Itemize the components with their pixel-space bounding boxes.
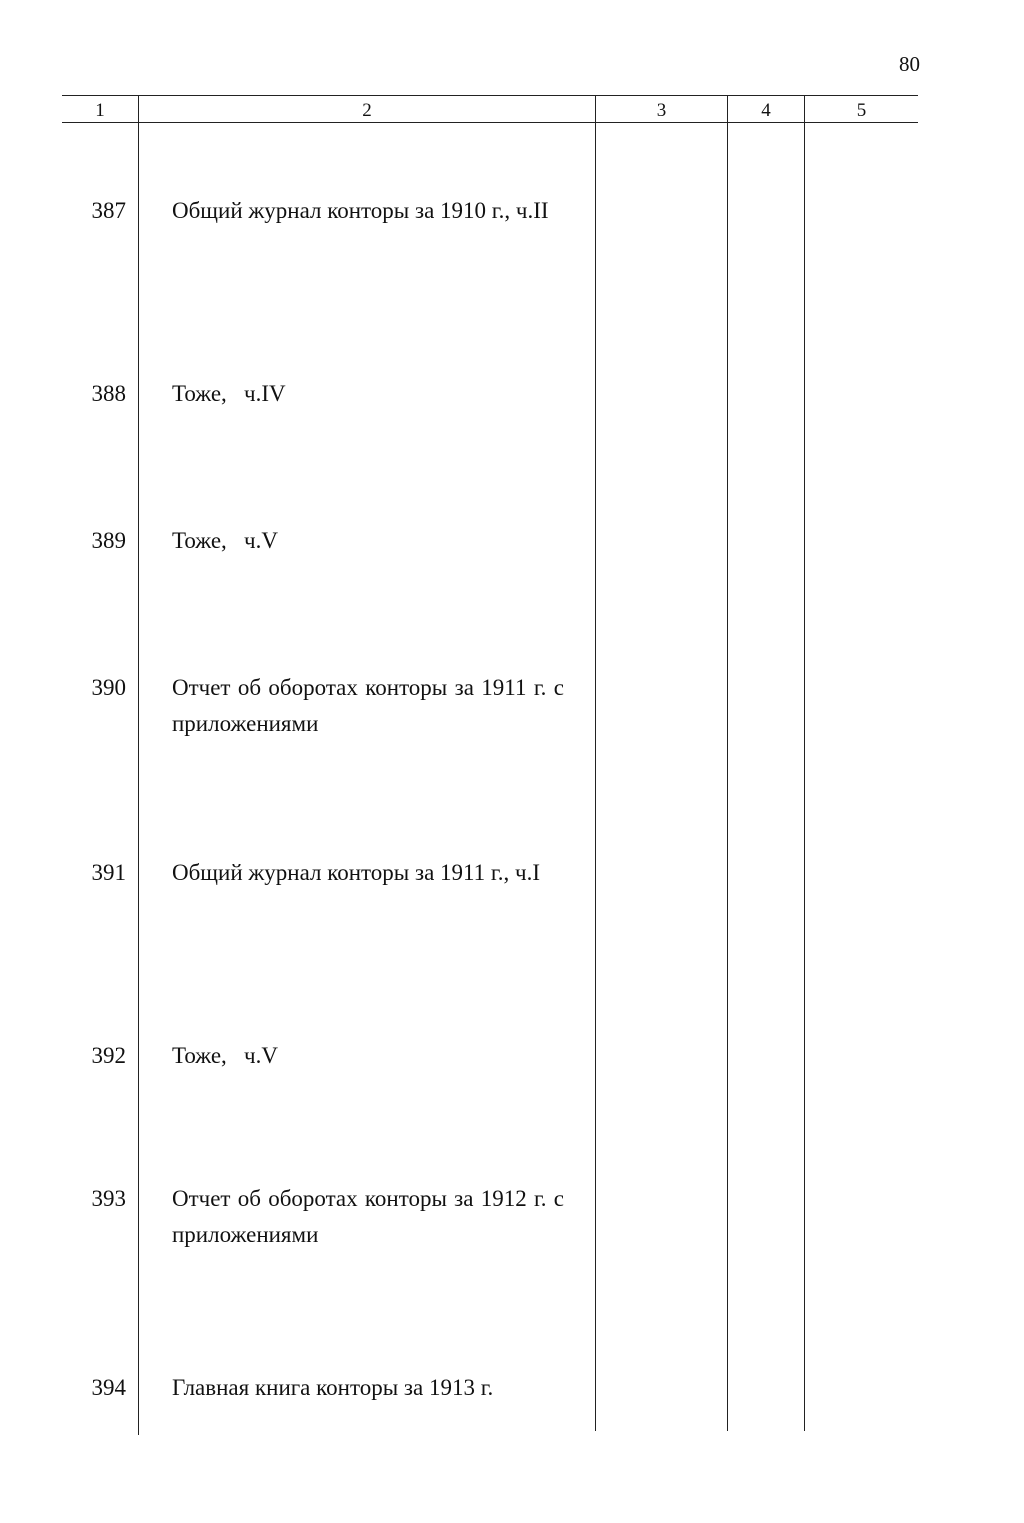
column-divider-4 bbox=[804, 95, 805, 1431]
row-title: Тоже, ч.IV bbox=[172, 381, 286, 406]
column-divider-3 bbox=[727, 95, 728, 1431]
row-number: 392 bbox=[91, 1043, 126, 1068]
row-number: 394 bbox=[91, 1375, 126, 1400]
page-number: 80 bbox=[899, 52, 920, 76]
column-header-4: 4 bbox=[761, 100, 771, 121]
column-header-1: 1 bbox=[95, 100, 105, 121]
row-title: Главная книга конторы за 1913 г. bbox=[172, 1375, 494, 1400]
row-title: Отчет об оборотах конторы за 1911 г. с приложениями bbox=[172, 675, 564, 736]
column-header-2: 2 bbox=[362, 100, 372, 121]
column-header-3: 3 bbox=[656, 100, 667, 121]
row-title: Общий журнал конторы за 1911 г., ч.I bbox=[172, 860, 540, 885]
row-number: 391 bbox=[91, 860, 126, 885]
row-title: Тоже, ч.V bbox=[172, 1043, 278, 1068]
row-title: Тоже, ч.V bbox=[172, 528, 278, 553]
row-number: 389 bbox=[91, 528, 126, 553]
column-header-5: 5 bbox=[856, 100, 867, 121]
row-number: 393 bbox=[91, 1186, 126, 1211]
row-number: 387 bbox=[91, 198, 126, 223]
row-number: 388 bbox=[91, 381, 126, 406]
row-number: 390 bbox=[91, 675, 126, 700]
column-divider-2 bbox=[595, 95, 596, 1431]
table-top-rule bbox=[62, 95, 918, 96]
column-divider-1 bbox=[138, 95, 139, 1435]
row-title: Общий журнал конторы за 1910 г., ч.II bbox=[172, 198, 549, 223]
row-title: Отчет об оборотах конторы за 1912 г. с приложениями bbox=[172, 1186, 564, 1247]
